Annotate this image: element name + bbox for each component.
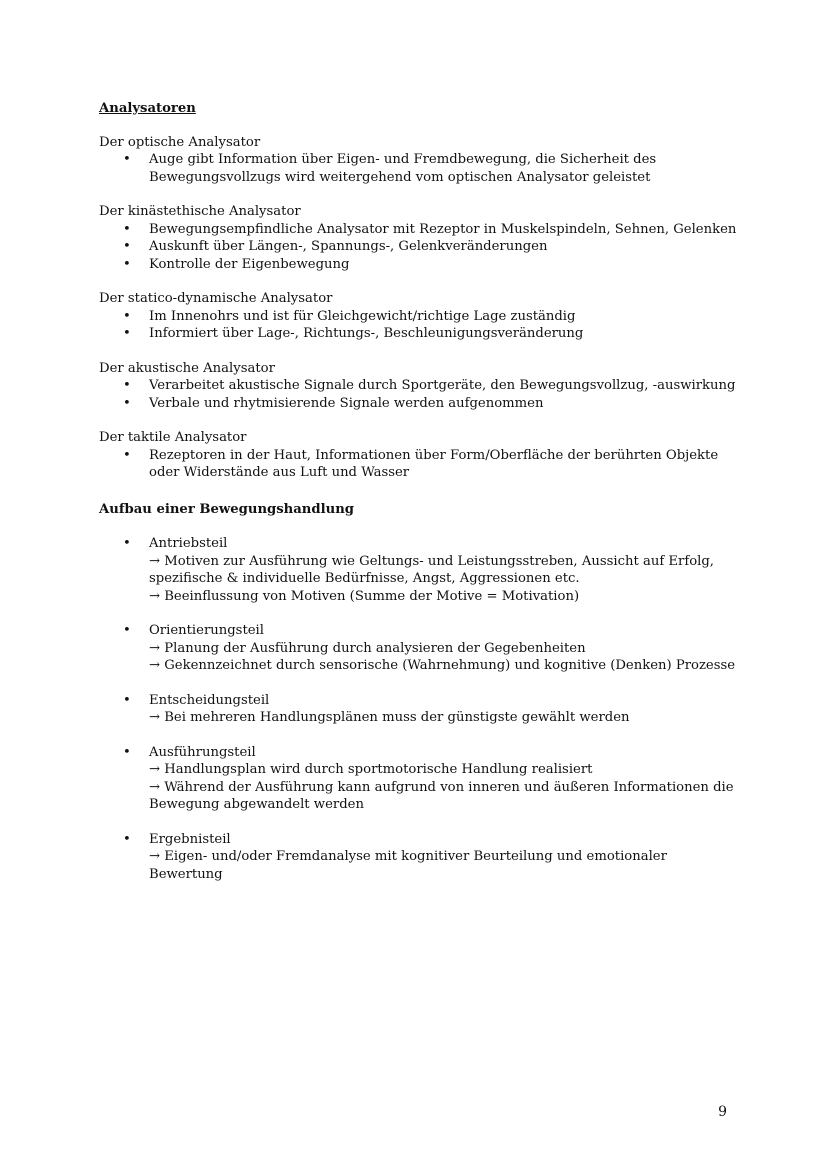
bullet-icon: • (123, 239, 131, 254)
bullet-icon: • (123, 256, 131, 272)
bullet-icon: • (123, 221, 131, 237)
step-line: → Handlungsplan wird durch sportmotorische Handlung realisiert (149, 762, 593, 777)
list-item: • Verarbeitet akustische Signale durch Sportgeräte, den Bewegungsvollzug, -auswirkung (123, 378, 736, 393)
analysator-group (99, 290, 739, 343)
bullet-icon: • (123, 378, 131, 393)
section-title-bewegungshandlung: Aufbau einer Bewegungshandlung (99, 501, 355, 517)
bullet-list (99, 151, 739, 186)
step-item (99, 744, 739, 814)
step-title: Antriebsteil (149, 536, 228, 551)
step-title: Ausführungsteil (149, 744, 256, 760)
list-item: • Rezeptoren in der Haut, Informationen über Form/Oberfläche der berührten Objekte oder Widerstände aus Luft und Wasser (123, 447, 719, 480)
list-item: • Bewegungsempfindliche Analysator mit Rezeptor in Muskelspindeln, Sehnen, Gelenken (123, 221, 737, 237)
analysator-group (99, 360, 739, 413)
step-line: → Planung der Ausführung durch analysieren der Gegebenheiten (149, 640, 586, 656)
group-title: Der kinästethische Analysator (99, 204, 301, 219)
bullet-icon: • (123, 831, 131, 847)
step-item (99, 535, 739, 605)
list-item: • Informiert über Lage-, Richtungs-, Beschleunigungsveränderung (123, 326, 584, 341)
list-item: • Verbale und rhytmisierende Signale werden aufgenommen (123, 395, 544, 411)
bullet-list (99, 447, 739, 482)
group-title: Der statico-dynamische Analysator (99, 291, 333, 306)
step-line: → Motiven zur Ausführung wie Geltungs- und Leistungsstreben, Aussicht auf Erfolg, spezifische & individuelle Bedürfnisse, Angst, Aggressionen etc. (149, 553, 714, 586)
list-item: • Auge gibt Information über Eigen- und Fremdbewegung, die Sicherheit des Bewegungsvollzugs wird weitergehend vom optischen Analysator geleistet (123, 152, 657, 185)
bullet-icon: • (123, 326, 131, 341)
analysator-group (99, 134, 739, 187)
bullet-list (99, 377, 739, 412)
step-line: → Gekennzeichnet durch sensorische (Wahrnehmung) und kognitive (Denken) Prozesse (149, 658, 736, 673)
bullet-list (99, 308, 739, 343)
group-title: Der akustische Analysator (99, 360, 275, 376)
step-line: → Bei mehreren Handlungsplänen muss der günstigste gewählt werden (149, 710, 630, 725)
step-item (99, 831, 739, 884)
list-item: • Kontrolle der Eigenbewegung (123, 256, 350, 272)
step-line: → Eigen- und/oder Fremdanalyse mit kognitiver Beurteilung und emotionaler Bewertung (149, 849, 667, 882)
group-title: Der taktile Analysator (99, 430, 247, 445)
analysator-group (99, 203, 739, 273)
bullet-icon: • (123, 692, 131, 708)
step-item (99, 622, 739, 675)
bullet-icon: • (123, 308, 131, 324)
step-line: → Während der Ausführung kann aufgrund von inneren und äußeren Informationen die Bewegung abgewandelt werden (149, 779, 734, 812)
step-title: Entscheidungsteil (149, 692, 270, 708)
page-content (99, 100, 739, 900)
step-title: Ergebnisteil (149, 831, 231, 847)
page-number: 9 (718, 1104, 727, 1120)
bullet-icon: • (123, 447, 131, 463)
bullet-icon: • (123, 395, 131, 411)
step-item (99, 692, 739, 727)
list-item: • Im Innenohrs und ist für Gleichgewicht/richtige Lage zuständig (123, 308, 576, 324)
bullet-icon: • (123, 623, 131, 638)
bullet-list (99, 221, 739, 274)
section-title-analysatoren: Analysatoren (99, 101, 196, 116)
step-line: → Beeinflussung von Motiven (Summe der Motive = Motivation) (149, 588, 580, 604)
bullet-icon: • (123, 744, 131, 760)
bullet-icon: • (123, 152, 131, 167)
group-title: Der optische Analysator (99, 134, 261, 150)
step-title: Orientierungsteil (149, 623, 264, 638)
bullet-icon: • (123, 536, 131, 551)
analysator-group (99, 429, 739, 482)
list-item: • Auskunft über Längen-, Spannungs-, Gelenkveränderungen (123, 239, 548, 254)
